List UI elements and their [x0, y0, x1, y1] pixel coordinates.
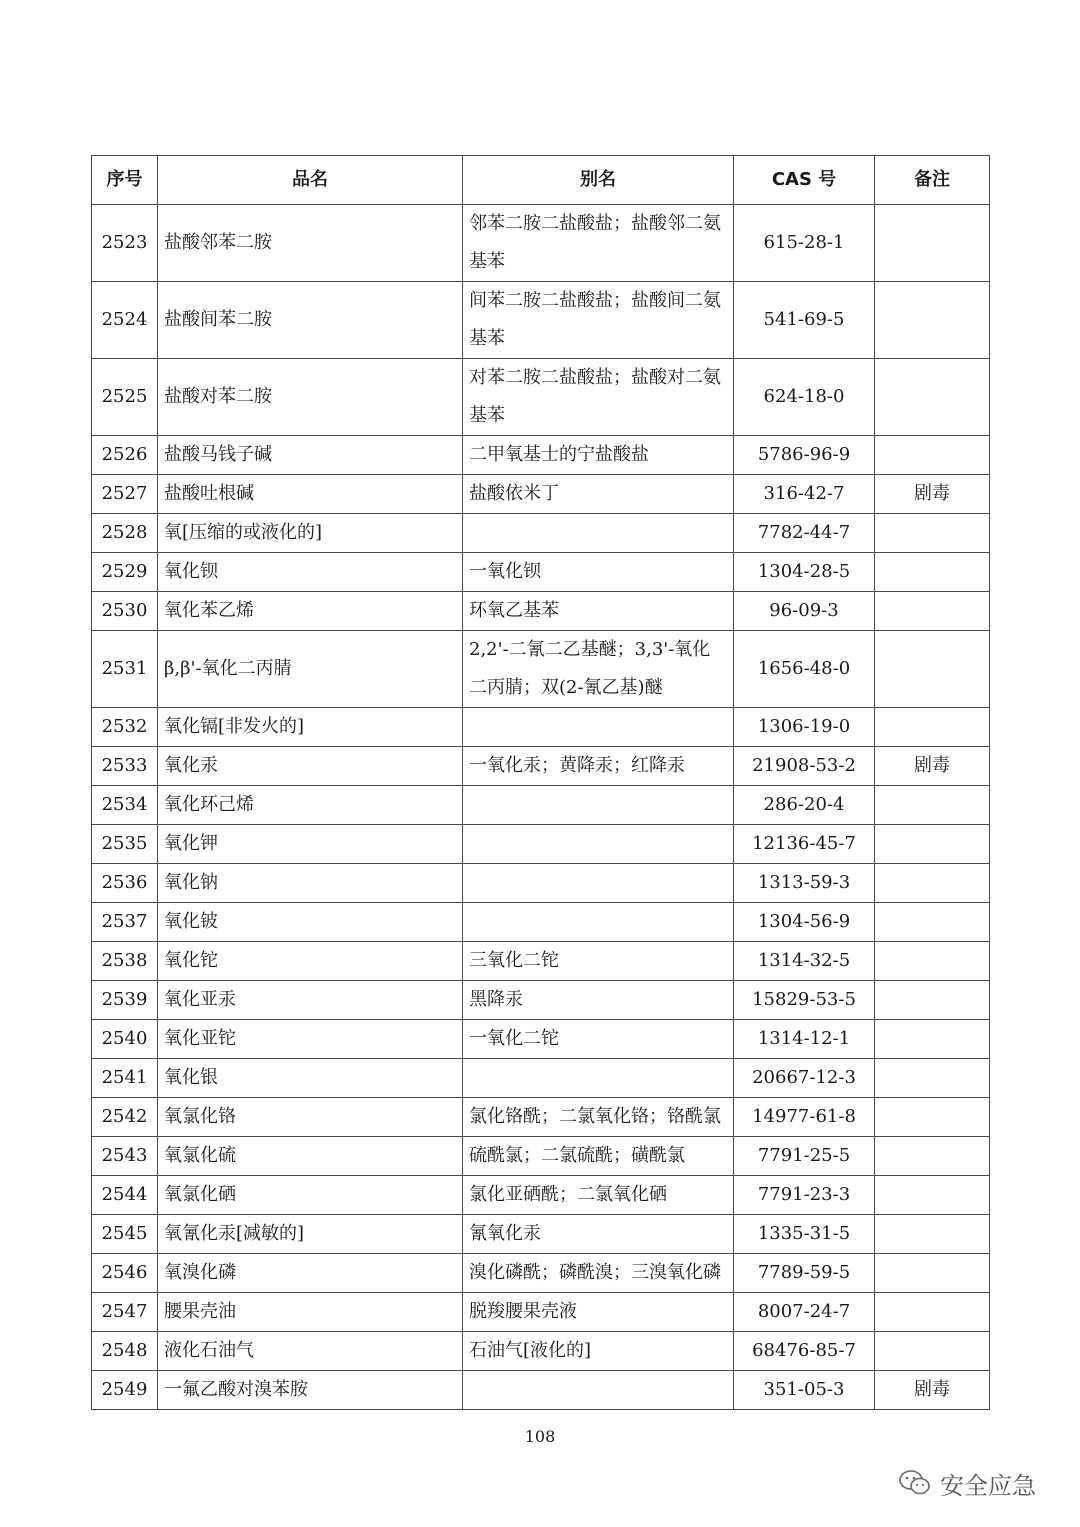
table-row — [92, 903, 990, 942]
table-row — [92, 1215, 990, 1254]
cell-name: 氧化环己烯 — [158, 786, 463, 825]
cell-cas: 7791-23-3 — [734, 1176, 875, 1215]
cell-note — [875, 1020, 990, 1059]
cell-note — [875, 981, 990, 1020]
cell-alias — [463, 825, 734, 864]
cell-alias: 氰氧化汞 — [463, 1215, 734, 1254]
table-row — [92, 282, 990, 359]
table-row — [92, 825, 990, 864]
header-name: 品名 — [158, 156, 463, 205]
cell-name: 盐酸马钱子碱 — [158, 436, 463, 475]
cell-alias: 对苯二胺二盐酸盐；盐酸对二氨基苯 — [463, 359, 734, 436]
cell-name: 氧氯化铬 — [158, 1098, 463, 1137]
cell-alias: 一氧化二铊 — [463, 1020, 734, 1059]
cell-alias: 二甲氧基士的宁盐酸盐 — [463, 436, 734, 475]
cell-name: 盐酸吐根碱 — [158, 475, 463, 514]
cell-name: 氧化汞 — [158, 747, 463, 786]
cell-alias: 盐酸依米丁 — [463, 475, 734, 514]
cell-alias — [463, 708, 734, 747]
cell-cas: 1314-32-5 — [734, 942, 875, 981]
cell-cas: 21908-53-2 — [734, 747, 875, 786]
table-row — [92, 553, 990, 592]
cell-alias: 环氧乙基苯 — [463, 592, 734, 631]
cell-name: 氧氰化汞[减敏的] — [158, 1215, 463, 1254]
cell-name: 氧氯化硫 — [158, 1137, 463, 1176]
table-header-row — [92, 156, 990, 205]
cell-alias: 脱羧腰果壳液 — [463, 1293, 734, 1332]
cell-name: 腰果壳油 — [158, 1293, 463, 1332]
table-row — [92, 864, 990, 903]
cell-note — [875, 1098, 990, 1137]
cell-no: 2525 — [92, 359, 158, 436]
cell-cas: 7782-44-7 — [734, 514, 875, 553]
table-row — [92, 942, 990, 981]
cell-note — [875, 903, 990, 942]
cell-alias: 硫酰氯；二氯硫酰；磺酰氯 — [463, 1137, 734, 1176]
cell-alias: 氯化亚硒酰；二氯氧化硒 — [463, 1176, 734, 1215]
cell-no: 2545 — [92, 1215, 158, 1254]
cell-no: 2541 — [92, 1059, 158, 1098]
table-row — [92, 747, 990, 786]
cell-cas: 8007-24-7 — [734, 1293, 875, 1332]
cell-cas: 15829-53-5 — [734, 981, 875, 1020]
cell-cas: 20667-12-3 — [734, 1059, 875, 1098]
cell-cas: 1304-28-5 — [734, 553, 875, 592]
cell-note — [875, 436, 990, 475]
cell-no: 2547 — [92, 1293, 158, 1332]
header-no: 序号 — [92, 156, 158, 205]
cell-cas: 7789-59-5 — [734, 1254, 875, 1293]
cell-name: 氧化苯乙烯 — [158, 592, 463, 631]
cell-note — [875, 1059, 990, 1098]
cell-name: 盐酸间苯二胺 — [158, 282, 463, 359]
cell-no: 2531 — [92, 631, 158, 708]
cell-no: 2546 — [92, 1254, 158, 1293]
cell-name: 一氟乙酸对溴苯胺 — [158, 1371, 463, 1410]
cell-name: 氧化铍 — [158, 903, 463, 942]
table-row — [92, 1059, 990, 1098]
cell-cas: 286-20-4 — [734, 786, 875, 825]
cell-no: 2548 — [92, 1332, 158, 1371]
cell-no: 2527 — [92, 475, 158, 514]
cell-no: 2543 — [92, 1137, 158, 1176]
cell-cas: 96-09-3 — [734, 592, 875, 631]
header-alias: 别名 — [463, 156, 734, 205]
cell-alias: 一氧化汞；黄降汞；红降汞 — [463, 747, 734, 786]
cell-note — [875, 1254, 990, 1293]
cell-cas: 1335-31-5 — [734, 1215, 875, 1254]
cell-cas: 5786-96-9 — [734, 436, 875, 475]
table-row — [92, 436, 990, 475]
watermark-text: 安全应急 — [940, 1471, 1036, 1500]
page-number: 108 — [524, 1427, 556, 1446]
wechat-icon — [898, 1469, 932, 1497]
cell-alias: 2,2'-二氰二乙基醚；3,3'-氧化二丙腈；双(2-氰乙基)醚 — [463, 631, 734, 708]
table-row — [92, 1254, 990, 1293]
header-note: 备注 — [875, 156, 990, 205]
cell-note — [875, 631, 990, 708]
cell-alias — [463, 1371, 734, 1410]
cell-note: 剧毒 — [875, 1371, 990, 1410]
cell-note — [875, 942, 990, 981]
cell-note — [875, 1176, 990, 1215]
cell-name: 氧化钡 — [158, 553, 463, 592]
cell-no: 2523 — [92, 205, 158, 282]
cell-note — [875, 708, 990, 747]
cell-no: 2540 — [92, 1020, 158, 1059]
cell-note — [875, 514, 990, 553]
cell-name: 氧[压缩的或液化的] — [158, 514, 463, 553]
cell-note: 剧毒 — [875, 475, 990, 514]
cell-no: 2534 — [92, 786, 158, 825]
cell-cas: 1306-19-0 — [734, 708, 875, 747]
cell-name: 氧化钾 — [158, 825, 463, 864]
table-row — [92, 205, 990, 282]
cell-no: 2544 — [92, 1176, 158, 1215]
cell-alias — [463, 903, 734, 942]
cell-alias — [463, 786, 734, 825]
cell-note — [875, 1332, 990, 1371]
cell-note — [875, 864, 990, 903]
cell-note — [875, 205, 990, 282]
cell-name: 氧化铊 — [158, 942, 463, 981]
cell-no: 2530 — [92, 592, 158, 631]
cell-cas: 351-05-3 — [734, 1371, 875, 1410]
cell-alias: 氯化铬酰；二氯氧化铬；铬酰氯 — [463, 1098, 734, 1137]
cell-note — [875, 1215, 990, 1254]
watermark — [898, 1463, 1036, 1503]
cell-name: 氧化亚汞 — [158, 981, 463, 1020]
cell-alias: 溴化磷酰；磷酰溴；三溴氧化磷 — [463, 1254, 734, 1293]
cell-alias: 石油气[液化的] — [463, 1332, 734, 1371]
cell-cas: 1656-48-0 — [734, 631, 875, 708]
table-row — [92, 1293, 990, 1332]
table-row — [92, 1098, 990, 1137]
table-row — [92, 1020, 990, 1059]
cell-cas: 541-69-5 — [734, 282, 875, 359]
cell-alias: 间苯二胺二盐酸盐；盐酸间二氨基苯 — [463, 282, 734, 359]
cell-no: 2549 — [92, 1371, 158, 1410]
table-body — [92, 205, 990, 1410]
cell-name: 盐酸对苯二胺 — [158, 359, 463, 436]
cell-no: 2528 — [92, 514, 158, 553]
cell-no: 2542 — [92, 1098, 158, 1137]
cell-cas: 68476-85-7 — [734, 1332, 875, 1371]
table-row — [92, 514, 990, 553]
cell-cas: 615-28-1 — [734, 205, 875, 282]
cell-note — [875, 553, 990, 592]
cell-cas: 624-18-0 — [734, 359, 875, 436]
cell-note — [875, 825, 990, 864]
cell-note — [875, 282, 990, 359]
cell-cas: 14977-61-8 — [734, 1098, 875, 1137]
cell-no: 2535 — [92, 825, 158, 864]
table-row — [92, 981, 990, 1020]
cell-note: 剧毒 — [875, 747, 990, 786]
table-row — [92, 1332, 990, 1371]
header-cas: CAS 号 — [734, 156, 875, 205]
cell-alias — [463, 1059, 734, 1098]
cell-no: 2524 — [92, 282, 158, 359]
chemical-table — [91, 155, 990, 1410]
cell-name: β,β'-氧化二丙腈 — [158, 631, 463, 708]
cell-name: 氧化镉[非发火的] — [158, 708, 463, 747]
cell-cas: 316-42-7 — [734, 475, 875, 514]
cell-name: 氧化银 — [158, 1059, 463, 1098]
cell-cas: 7791-25-5 — [734, 1137, 875, 1176]
cell-no: 2536 — [92, 864, 158, 903]
cell-name: 氧化亚铊 — [158, 1020, 463, 1059]
table-row — [92, 786, 990, 825]
cell-no: 2532 — [92, 708, 158, 747]
table-row — [92, 708, 990, 747]
table-row — [92, 592, 990, 631]
table-row — [92, 1176, 990, 1215]
cell-name: 氧化钠 — [158, 864, 463, 903]
table-row — [92, 631, 990, 708]
cell-name: 盐酸邻苯二胺 — [158, 205, 463, 282]
cell-cas: 1304-56-9 — [734, 903, 875, 942]
cell-alias: 一氧化钡 — [463, 553, 734, 592]
cell-alias: 黑降汞 — [463, 981, 734, 1020]
cell-cas: 1313-59-3 — [734, 864, 875, 903]
table-row — [92, 475, 990, 514]
table-row — [92, 1371, 990, 1410]
cell-no: 2539 — [92, 981, 158, 1020]
cell-note — [875, 359, 990, 436]
cell-cas: 12136-45-7 — [734, 825, 875, 864]
cell-no: 2533 — [92, 747, 158, 786]
table-row — [92, 359, 990, 436]
cell-alias: 邻苯二胺二盐酸盐；盐酸邻二氨基苯 — [463, 205, 734, 282]
cell-name: 液化石油气 — [158, 1332, 463, 1371]
cell-note — [875, 592, 990, 631]
cell-no: 2529 — [92, 553, 158, 592]
cell-no: 2538 — [92, 942, 158, 981]
cell-no: 2526 — [92, 436, 158, 475]
cell-cas: 1314-12-1 — [734, 1020, 875, 1059]
cell-note — [875, 1137, 990, 1176]
cell-alias: 三氧化二铊 — [463, 942, 734, 981]
cell-name: 氧氯化硒 — [158, 1176, 463, 1215]
cell-note — [875, 786, 990, 825]
cell-alias — [463, 514, 734, 553]
cell-note — [875, 1293, 990, 1332]
cell-name: 氧溴化磷 — [158, 1254, 463, 1293]
cell-alias — [463, 864, 734, 903]
cell-no: 2537 — [92, 903, 158, 942]
table-row — [92, 1137, 990, 1176]
